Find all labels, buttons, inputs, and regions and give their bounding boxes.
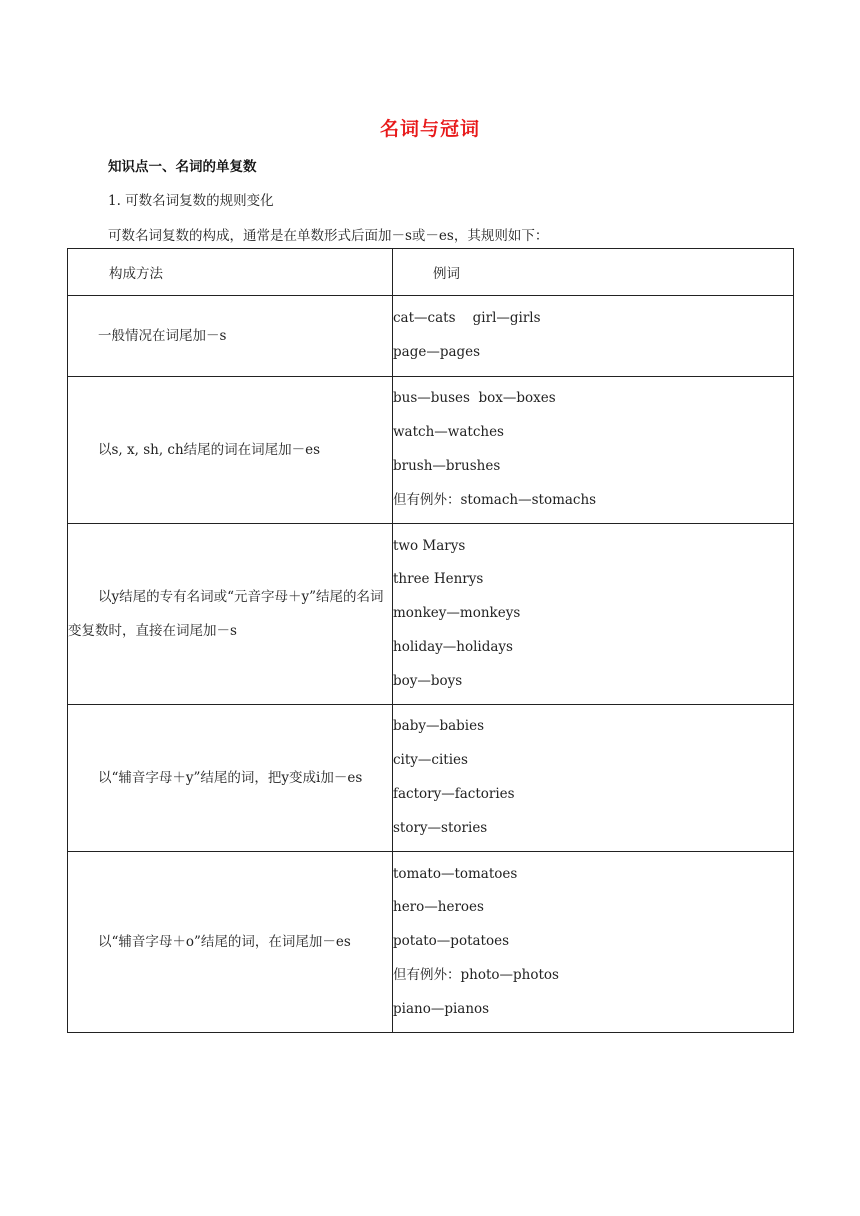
- example-line: hero—heroes: [393, 899, 484, 916]
- example-line: cat—cats girl—girls: [393, 310, 541, 327]
- table-row: [68, 377, 794, 524]
- table-row: [68, 705, 794, 852]
- method-text: 一般情况在词尾加－s: [98, 328, 227, 344]
- subsection-title: 1. 可数名词复数的规则变化: [108, 193, 274, 209]
- section-heading: 知识点一、名词的单复数: [108, 159, 257, 175]
- example-line: tomato—tomatoes: [393, 865, 518, 882]
- example-line: story—stories: [393, 819, 488, 836]
- example-line: brush—brushes: [393, 458, 501, 474]
- method-text: 以s, x, sh, ch结尾的词在词尾加－es: [98, 442, 321, 458]
- examples-cell: [393, 852, 794, 1033]
- header-examples: 例词: [393, 249, 794, 296]
- method-text: 以y结尾的专有名词或“元音字母＋y”结尾的名词变复数时，直接在词尾加－s: [68, 589, 384, 639]
- example-line: piano—pianos: [393, 1000, 490, 1017]
- example-line: city—cities: [393, 752, 468, 769]
- table-row: [68, 296, 794, 377]
- method-text: 以“辅音字母＋y”结尾的词，把y变成i加－es: [98, 770, 363, 786]
- method-text: 以“辅音字母＋o”结尾的词，在词尾加－es: [98, 934, 351, 950]
- method-cell: [68, 377, 393, 524]
- examples-cell: [393, 705, 794, 852]
- example-line: baby—babies: [393, 718, 485, 735]
- method-cell: [68, 296, 393, 377]
- examples-cell: [393, 377, 794, 524]
- example-line: factory—factories: [393, 786, 515, 802]
- intro-paragraph: 可数名词复数的构成，通常是在单数形式后面加－s或－es，其规则如下：: [108, 228, 549, 244]
- method-cell: [68, 705, 393, 852]
- example-line: 但有例外：stomach—stomachs: [393, 491, 597, 508]
- example-line: three Henrys: [393, 571, 484, 588]
- header-method: 构成方法: [68, 249, 393, 296]
- table-row: [68, 524, 794, 705]
- example-line: bus—buses box—boxes: [393, 390, 556, 407]
- example-line: two Marys: [393, 537, 466, 554]
- method-cell: [68, 524, 393, 705]
- example-line: boy—boys: [393, 672, 463, 689]
- example-line: monkey—monkeys: [393, 605, 521, 622]
- example-line: page—pages: [393, 344, 481, 360]
- examples-cell: [393, 524, 794, 705]
- table-row: [68, 852, 794, 1033]
- example-line: watch—watches: [393, 424, 504, 441]
- method-cell: [68, 852, 393, 1033]
- examples-cell: [393, 296, 794, 377]
- example-line: 但有例外：photo—photos: [393, 966, 559, 983]
- page-title: 名词与冠词: [379, 118, 480, 140]
- example-line: holiday—holidays: [393, 638, 513, 655]
- example-line: potato—potatoes: [393, 933, 510, 950]
- plural-rules-table: [67, 248, 794, 1033]
- table-header-row: [68, 249, 794, 296]
